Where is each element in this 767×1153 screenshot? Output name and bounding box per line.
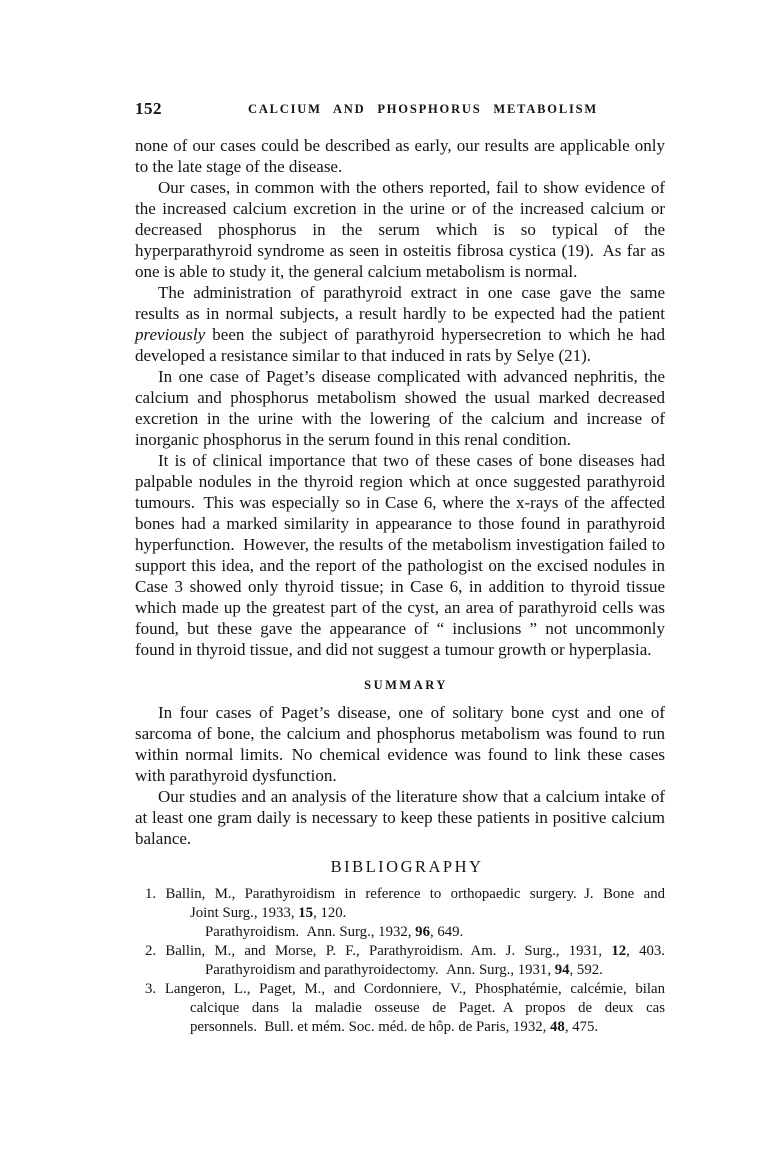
text-segment: 1. Ballin, M., Parathyroidism in reference to orthopaedic surgery. J. Bone and [145, 886, 665, 902]
text-segment: , 475. [564, 1019, 599, 1035]
body-paragraph [135, 177, 665, 282]
page-content [135, 99, 665, 1037]
body-paragraph [135, 282, 665, 366]
text-segment: been the subject of parathyroid hypersecretion to which he had developed a resistance similar to that induced in rats by Selye (21). [135, 325, 665, 365]
running-head: CALCIUM AND PHOSPHORUS METABOLISM [248, 102, 598, 116]
body-paragraph [135, 366, 665, 450]
text-segment: 2. Ballin, M., and Morse, P. F., Parathyroidism. Am. J. Surg., 1931, [145, 943, 612, 959]
text-segment: , 649. [429, 924, 464, 940]
text-segment: , 592. [569, 962, 603, 978]
text-segment: 96 [415, 924, 430, 940]
text-segment: Our cases, in common with the others reported, fail to show evidence of the increased calcium excretion in the urine or of the increased calcium or decreased phosphorus in the serum which is so typical of the hyperparathyroid syndrome as seen in osteitis fibrosa cystica (19). As far as one is able to study it, the general calcium metabolism is normal. [135, 178, 665, 281]
text-segment: In four cases of Paget’s disease, one of solitary bone cyst and one of sarcoma of bone, the calcium and phosphorus metabolism was found to run within normal limits. No chemical evidence was found to link these cases with parathyroid dysfunction. [135, 703, 665, 785]
bibliography-entry-line [135, 904, 665, 923]
bibliography-heading: BIBLIOGRAPHY [330, 857, 484, 876]
text-segment: none of our cases could be described as early, our results are applicable only to the late stage of the disease. [135, 136, 665, 176]
text-segment: 48 [550, 1019, 565, 1035]
summary-body [135, 702, 665, 849]
bibliography-entry-line [135, 942, 665, 961]
text-segment: calcique dans la maladie osseuse de Paget. A propos de deux cas [190, 1000, 665, 1016]
summary-paragraph [135, 702, 665, 786]
text-segment: 15 [298, 905, 314, 921]
page-number: 152 [135, 99, 162, 118]
text-segment: The administration of parathyroid extract in one case gave the same results as in normal subjects, a result hardly to be expected had the patient [135, 283, 665, 323]
bibliography-entry-line [135, 1018, 665, 1037]
bibliography-list [135, 885, 665, 1037]
text-segment: 3. Langeron, L., Paget, M., and Cordonniere, V., Phosphatémie, calcémie, bilan [145, 981, 665, 997]
text-segment: It is of clinical importance that two of these cases of bone diseases had palpable nodules in the thyroid region which at once suggested parathyroid tumours. This was especially so in Case 6, where the x-rays of the affected bones had a marked similarity in appearance to those found in parathyroid hyperfunction. However, the results of the metabolism investigation failed to support this idea, and the report of the pathologist on the excised nodules in Case 3 showed only thyroid tissue; in Case 6, in addition to thyroid tissue which made up the greatest part of the cyst, an area of parathyroid cells was found, but these gave the appearance of “ inclusions ” not uncommonly found in thyroid tissue, and did not suggest a tumour growth or hyperplasia. [135, 451, 665, 659]
text-segment: Joint Surg., 1933, [190, 905, 299, 921]
page-header [135, 99, 665, 117]
article-body [135, 135, 665, 660]
text-segment: , 120. [313, 905, 347, 921]
bibliography-entry-line [135, 923, 665, 942]
bibliography-entry-line [135, 980, 665, 999]
text-segment: 94 [554, 962, 570, 978]
text-segment: previously [135, 325, 206, 344]
bibliography-entry-line [135, 961, 665, 980]
text-segment: Parathyroidism and parathyroidectomy. Ann. Surg., 1931, [205, 962, 555, 978]
body-paragraph [135, 450, 665, 660]
text-segment: , 403. [626, 943, 666, 959]
bibliography-entry-line [135, 999, 665, 1018]
body-paragraph [135, 135, 665, 177]
text-segment: Parathyroidism. Ann. Surg., 1932, [205, 924, 416, 940]
text-segment: 12 [611, 943, 627, 959]
text-segment: Our studies and an analysis of the literature show that a calcium intake of at least one gram daily is necessary to keep these patients in positive calcium balance. [135, 787, 665, 848]
summary-paragraph [135, 786, 665, 849]
summary-heading: SUMMARY [364, 678, 448, 692]
text-segment: personnels. Bull. et mém. Soc. méd. de hôp. de Paris, 1932, [190, 1019, 551, 1035]
bibliography-entry-line [135, 885, 665, 904]
text-segment: In one case of Paget’s disease complicated with advanced nephritis, the calcium and phosphorus metabolism showed the usual marked decreased excretion in the urine with the lowering of the calcium and increase of inorganic phosphorus in the serum found in this renal condition. [135, 367, 665, 449]
